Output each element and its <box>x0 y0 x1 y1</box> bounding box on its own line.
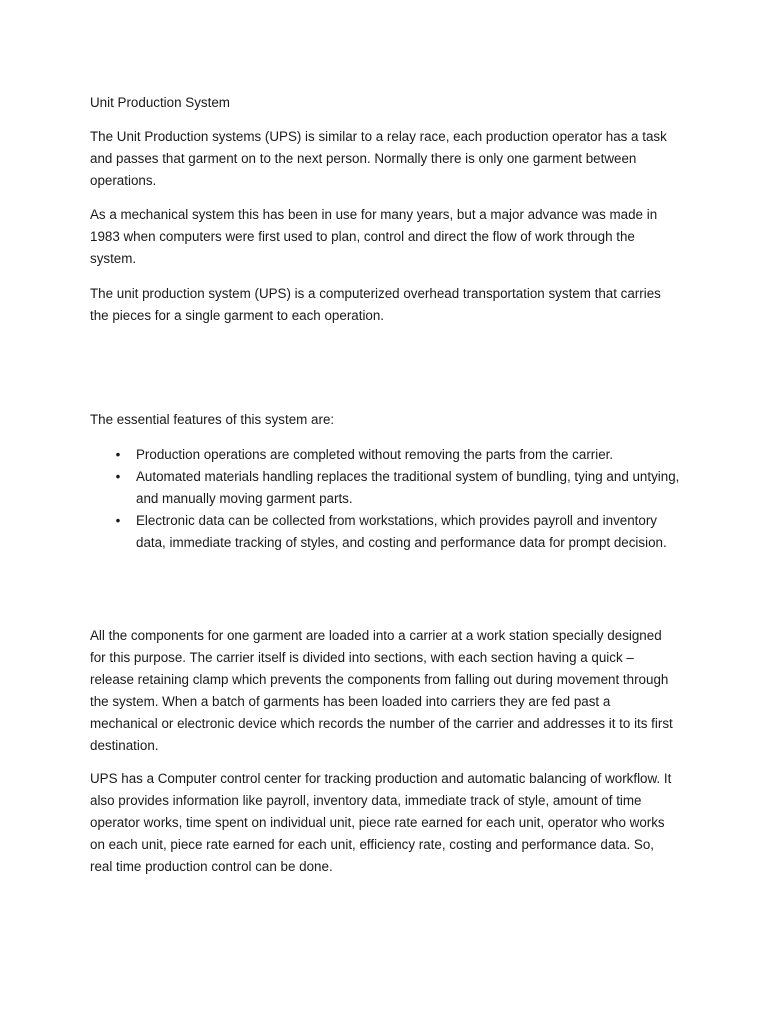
list-item-text: Automated materials handling replaces the traditional system of bundling, tying and untying, and manually moving garment parts. <box>136 469 680 506</box>
paragraph-mechanical-history: As a mechanical system this has been in use for many years, but a major advance was made in 1983 when computers were first used to plan, control and direct the flow of work through the system. <box>90 207 658 266</box>
bullet-icon: • <box>115 513 121 528</box>
list-item <box>90 444 680 466</box>
bullet-icon: • <box>115 447 121 462</box>
paragraph-relay-race: The Unit Production systems (UPS) is similar to a relay race, each production operator has a task and passes that garment on to the next person. Normally there is only one garment between operations. <box>90 129 667 188</box>
paragraph-ups-definition: The unit production system (UPS) is a computerized overhead transportation system that carries the pieces for a single garment to each operation. <box>90 286 661 323</box>
list-item <box>90 466 680 510</box>
paragraph-carrier-loading: All the components for one garment are loaded into a carrier at a work station specially designed for this purpose. The carrier itself is divided into sections, with each section having a quick – release retaining clamp which prevents the components from falling out during movement through the system. When a batch of garments has been loaded into carriers they are fed past a mechanical or electronic device which records the number of the carrier and addresses it to its first destination. <box>90 628 673 753</box>
list-item <box>90 510 680 554</box>
bullet-icon: • <box>115 469 121 484</box>
document-title: Unit Production System <box>90 95 230 110</box>
features-intro: The essential features of this system are: <box>90 412 335 427</box>
paragraph-control-center: UPS has a Computer control center for tracking production and automatic balancing of workflow. It also provides information like payroll, inventory data, immediate track of style, amount of time operator works, time spent on individual unit, piece rate earned for each unit, operator who works on each unit, piece rate earned for each unit, efficiency rate, costing and performance data. So, real time production control can be done. <box>90 771 672 874</box>
list-item-text: Production operations are completed without removing the parts from the carrier. <box>136 447 614 462</box>
features-list <box>90 444 680 554</box>
list-item-text: Electronic data can be collected from workstations, which provides payroll and inventory data, immediate tracking of styles, and costing and performance data for prompt decision. <box>136 513 667 550</box>
